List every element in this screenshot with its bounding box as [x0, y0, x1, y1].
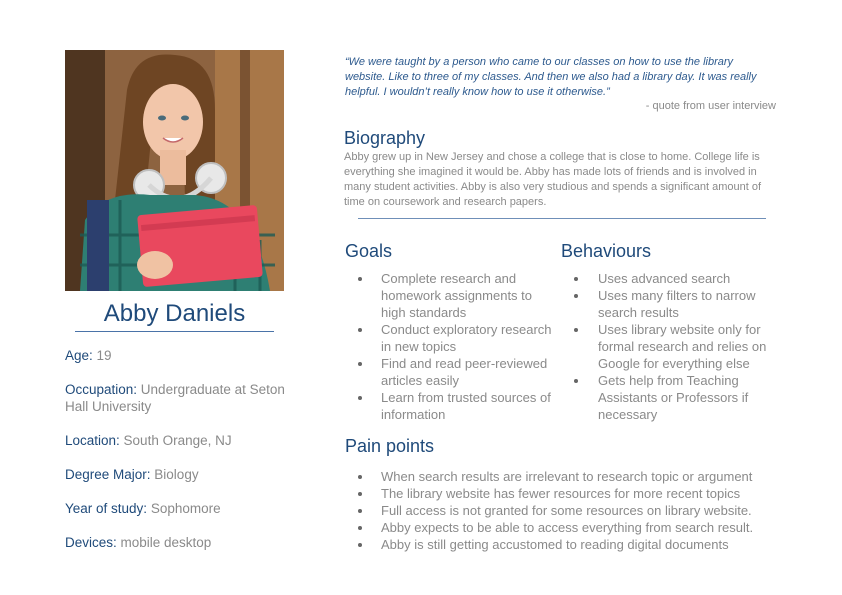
pain-point-item: Abby expects to be able to access everything from search result. [345, 519, 795, 536]
profile-year-of-study-value: Sophomore [147, 501, 221, 516]
goals-heading: Goals [345, 241, 393, 261]
behaviour-item: Uses advanced search [561, 270, 776, 287]
profile-age-value: 19 [92, 348, 112, 363]
behaviour-item: Uses library website only for formal research and relies on Google for everything else [561, 321, 776, 372]
profile-devices-label: Devices: [65, 535, 117, 550]
behaviour-item: Gets help from Teaching Assistants or Professors if necessary [561, 372, 776, 423]
behaviour-item: Uses many filters to narrow search results [561, 287, 776, 321]
profile-age [65, 347, 295, 364]
pain-point-item: The library website has fewer resources for more recent topics [345, 485, 795, 502]
goal-item: Find and read peer-reviewed articles easily [345, 355, 560, 389]
pain-point-item: Abby is still getting accustomed to reading digital documents [345, 536, 795, 553]
profile-occupation-label: Occupation: [65, 382, 138, 397]
goals-list [345, 270, 560, 423]
profile-occupation-value: Undergraduate at Seton Hall University [65, 382, 285, 414]
profile-year-of-study-label: Year of study: [65, 501, 148, 516]
biography-text: Abby grew up in New Jersey and chose a college that is close to home. College life is everything she imagined it would be. Abby has made lots of friends and is involved in many student activities. Abby is also very studious and spends a significant amount of time on coursework and research papers. [344, 151, 762, 208]
profile-year-of-study [65, 500, 295, 517]
goal-item: Learn from trusted sources of information [345, 389, 560, 423]
profile-age-label: Age: [65, 348, 93, 363]
pain-point-item: When search results are irrelevant to research topic or argument [345, 468, 795, 485]
profile-occupation [65, 381, 285, 415]
profile-devices-value: mobile desktop [116, 535, 212, 550]
pain-points-list [345, 468, 795, 553]
behaviours-heading: Behaviours [561, 241, 652, 261]
behaviours-list [561, 270, 776, 423]
profile-location [65, 432, 295, 449]
pain-point-item: Full access is not granted for some resources on library website. [345, 502, 795, 519]
name-divider [75, 331, 274, 332]
profile-location-value: South Orange, NJ [119, 433, 232, 448]
goal-item: Conduct exploratory research in new topics [345, 321, 560, 355]
pain-points-heading: Pain points [345, 436, 435, 456]
profile-devices [65, 534, 295, 551]
persona-name: Abby Daniels [103, 300, 246, 327]
profile-location-label: Location: [65, 433, 120, 448]
quote-source: - quote from user interview [645, 100, 776, 112]
biography-divider [358, 218, 766, 219]
biography-heading: Biography [344, 128, 426, 148]
profile-degree-major-value: Biology [150, 467, 199, 482]
user-quote: “We were taught by a person who came to our classes on how to use the library website. Like to three of my classes. And then we also had a library day. It was really helpful. I wouldn’t really know how to use it otherwise.” [345, 56, 757, 98]
profile-degree-major [65, 466, 295, 483]
goal-item: Complete research and homework assignments to high standards [345, 270, 560, 321]
persona-photo [65, 50, 284, 291]
profile-degree-major-label: Degree Major: [65, 467, 151, 482]
